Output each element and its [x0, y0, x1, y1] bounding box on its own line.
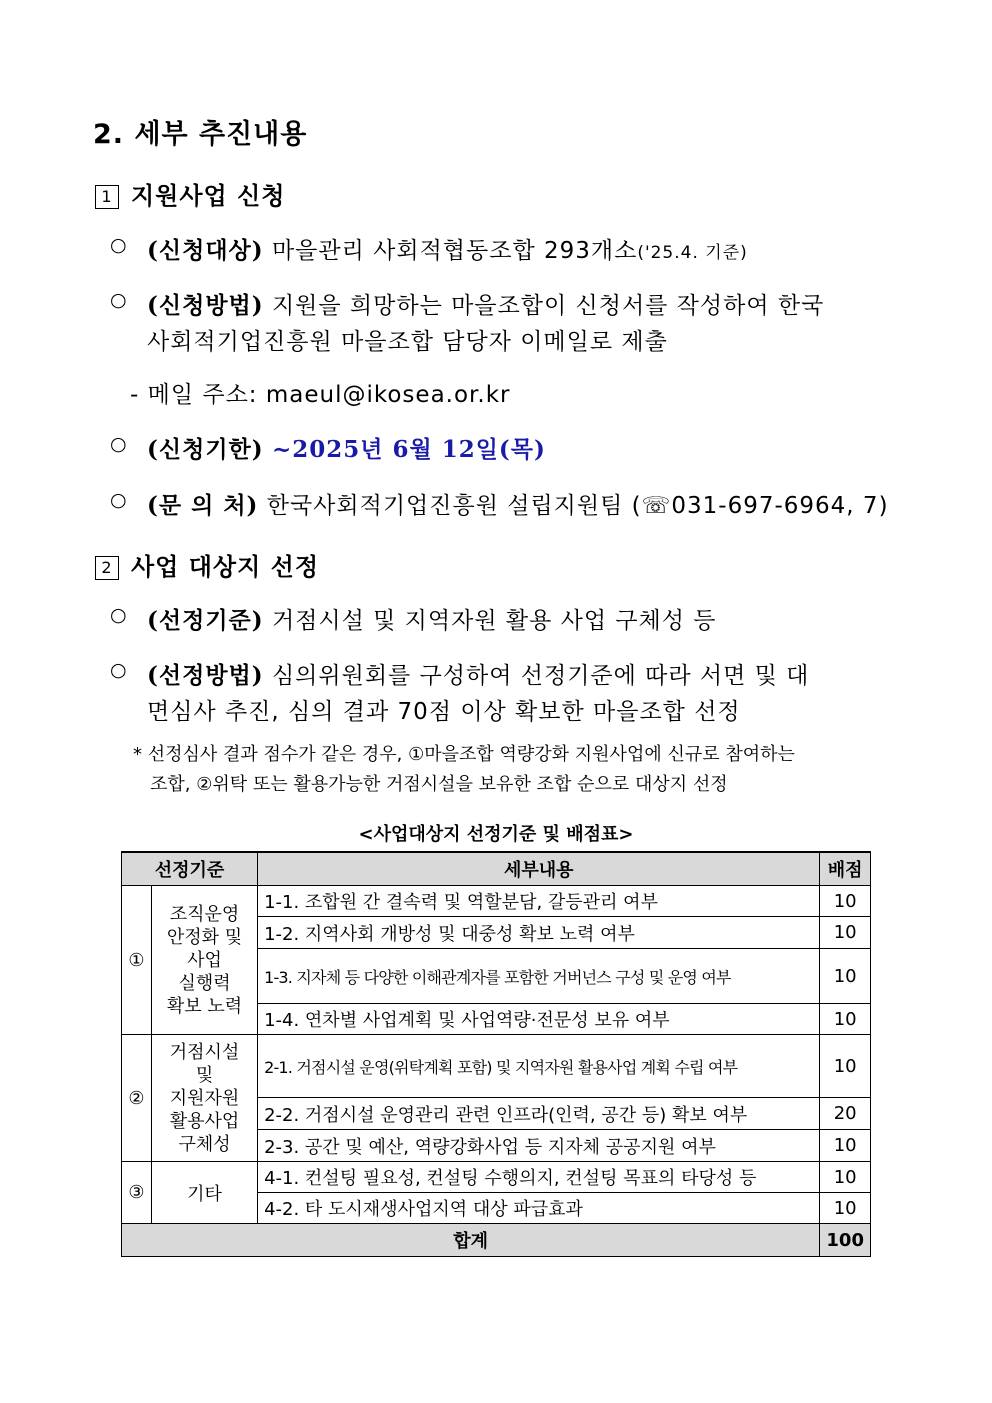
item-text: 심의위원회를 구성하여 선정기준에 따라 서면 및 대 — [271, 663, 810, 689]
table-row: 1-4. 연차별 사업계획 및 사업역량·전문성 보유 여부 — [258, 1004, 820, 1035]
section-title: 2. 세부 추진내용 — [93, 119, 308, 150]
circle-bullet-icon: ○ — [110, 289, 128, 311]
bullet-item — [110, 232, 748, 265]
deadline-text: ~2025년 6월 12일(목) — [271, 436, 546, 463]
circle-bullet-icon: ○ — [110, 489, 128, 511]
group-number: ③ — [122, 1162, 152, 1224]
email-line: - 메일 주소: maeul@ikosea.or.kr — [130, 382, 511, 408]
row-score: 10 — [820, 1035, 871, 1098]
item-text: 지원을 희망하는 마을조합이 신청서를 작성하여 한국 — [271, 293, 825, 319]
row-score: 10 — [820, 1162, 871, 1193]
subsection-number-box: 2 — [95, 556, 119, 580]
footnote-line-1: * 선정심사 결과 점수가 같은 경우, ①마을조합 역량강화 지원사업에 신규로 참여하는 — [133, 744, 795, 765]
table-row: 1-1. 조합원 간 결속력 및 역할분담, 갈등관리 여부 — [258, 886, 820, 917]
item-text-continued: 사회적기업진흥원 마을조합 담당자 이메일로 제출 — [147, 329, 668, 355]
bullet-item — [110, 487, 889, 520]
table-caption: <사업대상지 선정기준 및 배점표> — [358, 824, 634, 845]
table-row: 1-3. 지자체 등 다양한 이해관계자를 포함한 거버넌스 구성 및 운영 여부 — [258, 949, 820, 1004]
subsection-title: 지원사업 신청 — [131, 182, 286, 210]
group-number: ① — [122, 886, 152, 1035]
circle-bullet-icon: ○ — [110, 604, 128, 626]
header-criteria: 선정기준 — [122, 852, 258, 886]
row-score: 10 — [820, 917, 871, 949]
bullet-item — [110, 287, 825, 320]
row-score: 10 — [820, 886, 871, 917]
row-score: 10 — [820, 1130, 871, 1162]
bullet-item — [110, 602, 717, 635]
row-score: 10 — [820, 949, 871, 1004]
header-details: 세부내용 — [258, 852, 820, 886]
circle-bullet-icon: ○ — [110, 659, 128, 681]
group-name: 조직운영 안정화 및 사업 실행력 확보 노력 — [151, 886, 257, 1035]
circle-bullet-icon: ○ — [110, 433, 128, 455]
item-label: (문 의 처) — [147, 492, 259, 519]
table-row: 1-2. 지역사회 개방성 및 대중성 확보 노력 여부 — [258, 917, 820, 949]
group-number: ② — [122, 1035, 152, 1162]
criteria-table — [121, 851, 871, 1257]
table-row: 4-2. 타 도시재생사업지역 대상 파급효과 — [258, 1193, 820, 1224]
row-score: 10 — [820, 1193, 871, 1224]
subsection-1-heading — [95, 176, 285, 211]
total-score: 100 — [820, 1224, 871, 1257]
table-row: 4-1. 컨설팅 필요성, 컨설팅 수행의지, 컨설팅 목표의 타당성 등 — [258, 1162, 820, 1193]
table-row: 2-1. 거점시설 운영(위탁계획 포함) 및 지역자원 활용사업 계획 수립 여부 — [258, 1035, 820, 1098]
item-label: (신청대상) — [147, 237, 264, 264]
row-score: 10 — [820, 1004, 871, 1035]
table-row: 2-2. 거점시설 운영관리 관련 인프라(인력, 공간 등) 확보 여부 — [258, 1098, 820, 1130]
bullet-item — [110, 431, 546, 464]
item-text-continued: 면심사 추진, 심의 결과 70점 이상 확보한 마을조합 선정 — [147, 699, 741, 725]
row-score: 20 — [820, 1098, 871, 1130]
bullet-item — [110, 657, 810, 690]
group-name: 거점시설 및 지원자원 활용사업 구체성 — [151, 1035, 257, 1162]
group-name: 기타 — [151, 1162, 257, 1224]
item-label: (신청기한) — [147, 436, 264, 463]
item-text: 한국사회적기업진흥원 설립지원팀 (☏031-697-6964, 7) — [266, 493, 889, 519]
subsection-2-heading — [95, 547, 319, 582]
total-label: 합계 — [122, 1224, 820, 1257]
footnote-line-2: 조합, ②위탁 또는 활용가능한 거점시설을 보유한 조합 순으로 대상지 선정 — [150, 774, 728, 795]
item-label: (신청방법) — [147, 292, 264, 319]
subsection-number-box: 1 — [95, 185, 119, 209]
item-label: (선정기준) — [147, 607, 264, 634]
item-note: ('25.4. 기준) — [637, 243, 748, 263]
subsection-title: 사업 대상지 선정 — [131, 553, 319, 581]
item-label: (선정방법) — [147, 662, 264, 689]
circle-bullet-icon: ○ — [110, 234, 128, 256]
item-text: 거점시설 및 지역자원 활용 사업 구체성 등 — [271, 608, 717, 634]
header-score: 배점 — [820, 852, 871, 886]
table-row: 2-3. 공간 및 예산, 역량강화사업 등 지자체 공공지원 여부 — [258, 1130, 820, 1162]
item-text: 마을관리 사회적협동조합 293개소 — [271, 238, 638, 264]
